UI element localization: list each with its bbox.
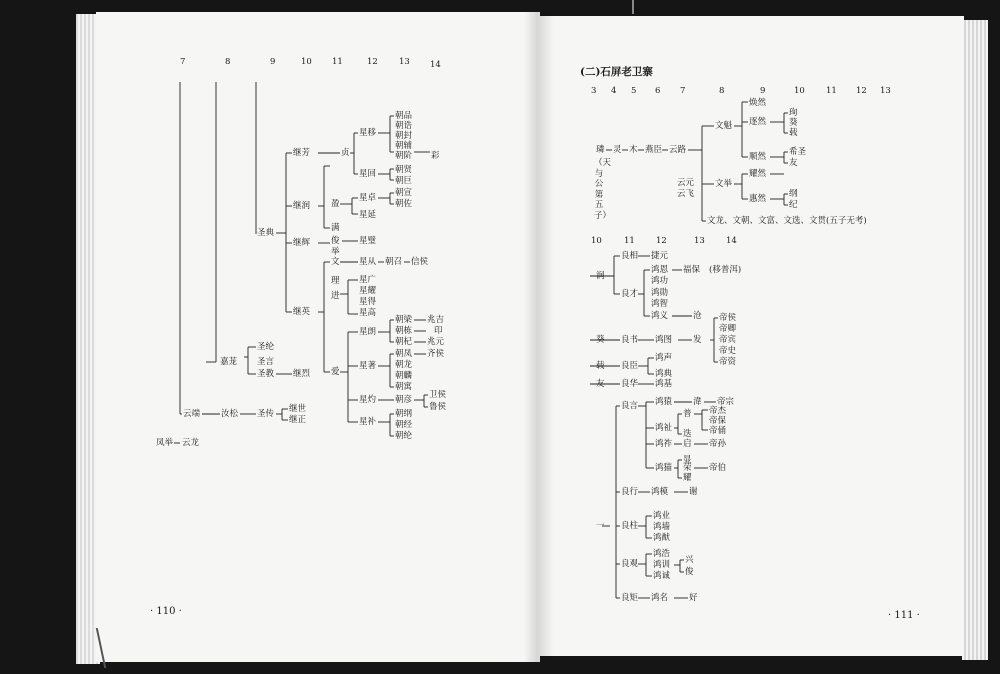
person-name: 继世 (289, 404, 307, 414)
generation-number: 9 (760, 86, 766, 96)
person-name: 星耀 (359, 286, 377, 296)
person-name: 彩 (431, 151, 440, 161)
person-name: 朝栋 (395, 326, 413, 336)
person-name: 帝资 (719, 357, 737, 367)
person-name: 鸿功 (651, 276, 669, 286)
person-name: 好 (689, 593, 698, 603)
person-name: 圣言 (257, 357, 275, 367)
person-name: 理 (331, 276, 340, 286)
person-name: 纪 (789, 200, 798, 210)
person-name: 朝宣 (395, 188, 413, 198)
person-name: 星得 (359, 297, 377, 307)
generation-number: 12 (367, 57, 378, 67)
person-name: 朝诰 (395, 121, 413, 131)
person-name: 鸿祚 (655, 439, 673, 449)
person-name: 云元 (677, 178, 695, 188)
person-name: 圣纶 (257, 342, 275, 352)
generation-number: 8 (719, 86, 725, 96)
person-name: 载 (596, 361, 605, 371)
generation-number: 14 (430, 60, 441, 70)
person-name: 星高 (359, 308, 377, 318)
person-name: 纲 (789, 189, 798, 199)
person-name: 葵 (789, 118, 798, 128)
person-name: 俊 (685, 567, 694, 577)
person-name: 鸿浩 (653, 549, 671, 559)
person-name: 朝辅 (395, 141, 413, 151)
generation-number: 7 (680, 86, 686, 96)
generation-number: 7 (180, 57, 186, 67)
person-name: 帝卿 (719, 324, 737, 334)
person-name: 印 (434, 326, 443, 336)
person-name: 帝孙 (709, 439, 727, 449)
person-name: 圣传 (257, 409, 275, 419)
person-name: 继辉 (293, 238, 311, 248)
person-name: 星卓 (359, 193, 377, 203)
person-name: 爱 (331, 367, 340, 377)
person-name: 鸿猷 (653, 533, 671, 543)
person-name: 鲁侯 (429, 402, 447, 412)
person-name: 星移 (359, 128, 377, 138)
person-name: 朝寓 (395, 382, 413, 392)
person-name: 启 (683, 439, 692, 449)
person-name: 鸿基 (655, 379, 673, 389)
person-name: 星补 (359, 417, 377, 427)
person-name: 福保 (683, 265, 701, 275)
person-name: 云端 (183, 409, 201, 419)
person-name: 沧 (693, 311, 702, 321)
person-name: 鸿典 (655, 369, 673, 379)
person-name: 继烈 (293, 369, 311, 379)
person-name: 谢 (689, 487, 698, 497)
generation-number: 10 (794, 86, 805, 96)
generation-number: 13 (399, 57, 410, 67)
person-name: 璘 (596, 145, 605, 155)
person-name: 良行 (621, 487, 639, 497)
generation-number: 10 (591, 236, 602, 246)
generation-number: 8 (225, 57, 231, 67)
person-name: 进 (331, 291, 340, 301)
generation-number: 13 (880, 86, 891, 96)
person-name: 朝封 (395, 131, 413, 141)
person-name: 汝松 (221, 409, 239, 419)
left-page (96, 12, 540, 662)
generation-number: 6 (655, 86, 661, 96)
person-name: 信侯 (411, 257, 429, 267)
person-name: 贞 (341, 148, 350, 158)
generation-number: 12 (856, 86, 867, 96)
person-name: 朝麟 (395, 371, 413, 381)
person-name: 星灼 (359, 395, 377, 405)
person-name: 星璧 (359, 236, 377, 246)
person-name: 星广 (359, 275, 377, 285)
person-name: 耀然 (749, 169, 767, 179)
person-name: 云龙 (182, 438, 200, 448)
person-name: 葵 (596, 335, 605, 345)
person-name: 荣 (683, 463, 692, 473)
generation-number: 11 (332, 57, 343, 67)
person-name: 朝阶 (395, 151, 413, 161)
person-name: 润 (596, 271, 605, 281)
person-name: 朝纶 (395, 431, 413, 441)
person-name: 逐然 (749, 117, 767, 127)
person-name: 希圣 (789, 147, 807, 157)
person-name: 星延 (359, 210, 377, 220)
person-name: 迭 (683, 429, 692, 439)
person-name: 良言 (621, 401, 639, 411)
person-name: 良书 (621, 335, 639, 345)
section-title: (二)石屏老卫寨 (580, 66, 653, 78)
page-number: · 111 · (888, 610, 920, 621)
spine-mark (632, 0, 634, 14)
person-name: 良观 (621, 559, 639, 569)
person-name: 耀 (683, 473, 692, 483)
person-name: 鸿义 (651, 311, 669, 321)
person-name: 帝侯 (719, 313, 737, 323)
person-name: 星著 (359, 361, 377, 371)
person-name: 齐侯 (427, 349, 445, 359)
person-name: 惠然 (749, 194, 767, 204)
generation-number: 4 (611, 86, 617, 96)
person-name: 朝梁 (395, 315, 413, 325)
generation-number: 5 (631, 86, 637, 96)
left-genealogy-lines (96, 12, 540, 662)
person-name: 圣教 (257, 369, 275, 379)
person-name: 帝史 (719, 346, 737, 356)
person-name: 友 (596, 379, 605, 389)
person-name: 继芳 (293, 148, 311, 158)
person-name: 鸿猿 (655, 397, 673, 407)
person-name: 朝佐 (395, 199, 413, 209)
person-name: 满 (331, 223, 340, 233)
person-name: 朝经 (395, 420, 413, 430)
generation-number: 3 (591, 86, 597, 96)
person-name: 星从 (359, 257, 377, 267)
person-name: 鸿模 (651, 487, 669, 497)
person-name: 鸿恩 (651, 265, 669, 275)
person-name: 嘉茏 (220, 357, 238, 367)
person-name: 发 (693, 335, 702, 345)
founder-note: （天与公第五子） (594, 158, 612, 221)
person-name: 星朗 (359, 327, 377, 337)
generation-number: 13 (694, 236, 705, 246)
person-name: 帝伯 (709, 463, 727, 473)
person-name: 鸿墙 (653, 522, 671, 532)
person-name: 良柱 (621, 521, 639, 531)
generation-number: 12 (656, 236, 667, 246)
person-name: 兆元 (427, 337, 445, 347)
person-name: 鸿祉 (655, 423, 673, 433)
generation-number: 11 (624, 236, 635, 246)
person-name: 帝俑 (709, 426, 727, 436)
generation-number: 11 (826, 86, 837, 96)
person-name: 帝宾 (719, 335, 737, 345)
person-name: 文魁 (715, 121, 733, 131)
person-name: 俊 (331, 236, 340, 246)
generation-number: 14 (726, 236, 737, 246)
person-name: 文举 (715, 179, 733, 189)
person-name: 朝贤 (395, 165, 413, 175)
person-name: 文龙、文朝、文富、文选、文贯(五子无考) (707, 216, 867, 226)
person-name: 朝纲 (395, 409, 413, 419)
right-page (538, 16, 964, 656)
person-name: 云飞 (677, 189, 695, 199)
person-name: 灵 (613, 145, 622, 155)
person-name: 显 (683, 455, 692, 465)
person-name: 燕臣 (645, 145, 663, 155)
person-name: 良相 (621, 251, 639, 261)
person-name: 朝彦 (395, 395, 413, 405)
person-name: 捷元 (651, 251, 669, 261)
person-name: 盈 (331, 199, 340, 209)
person-name: 良才 (621, 289, 639, 299)
person-name: 一 (596, 521, 605, 531)
person-name: 兆吉 (427, 315, 445, 325)
person-name: 继英 (293, 307, 311, 317)
person-name: 鸿声 (655, 353, 673, 363)
person-name: 顺然 (749, 152, 767, 162)
person-name: 星回 (359, 169, 377, 179)
person-name: 继正 (289, 415, 307, 425)
person-name: 友 (789, 158, 798, 168)
person-name: 朝杞 (395, 337, 413, 347)
person-name: 鸿勋 (651, 288, 669, 298)
person-name: 鸿业 (653, 511, 671, 521)
person-name: 良矩 (621, 593, 639, 603)
person-name: 朝召 (385, 257, 403, 267)
person-name: 鸿图 (655, 335, 673, 345)
person-name: 木 (629, 145, 638, 155)
person-name: 卫侯 (429, 390, 447, 400)
person-name: 朝龙 (395, 360, 413, 370)
person-name: 良华 (621, 379, 639, 389)
person-name: 鸿猫 (655, 463, 673, 473)
person-name: 举 (331, 247, 340, 257)
person-name: 鸿名 (651, 593, 669, 603)
person-name: 兴 (685, 555, 694, 565)
generation-number: 9 (270, 57, 276, 67)
person-name: 珣 (789, 108, 798, 118)
book-gutter-shadow (524, 12, 554, 662)
person-name: 继润 (293, 201, 311, 211)
person-name: 朝品 (395, 111, 413, 121)
page-edges-right (962, 20, 988, 660)
person-name: 帝保 (709, 416, 727, 426)
person-name: 朝凤 (395, 349, 413, 359)
person-name: 焕然 (749, 98, 767, 108)
person-name: 云路 (669, 145, 687, 155)
page-number: · 110 · (150, 606, 182, 617)
person-name: 湋 (693, 397, 702, 407)
person-name: 载 (789, 128, 798, 138)
person-name: 鸿诚 (653, 571, 671, 581)
person-name: 圣典 (257, 228, 275, 238)
generation-number: 10 (301, 57, 312, 67)
person-name: 鸿训 (653, 560, 671, 570)
person-name: 普 (683, 409, 692, 419)
person-name: 朝巨 (395, 176, 413, 186)
person-name: 鸿智 (651, 299, 669, 309)
person-name: 文 (331, 257, 340, 267)
person-name: 帝宗 (717, 397, 735, 407)
person-name: (移普洱) (709, 265, 742, 275)
person-name: 凤举 (156, 438, 174, 448)
person-name: 帝杰 (709, 406, 727, 416)
person-name: 良臣 (621, 361, 639, 371)
